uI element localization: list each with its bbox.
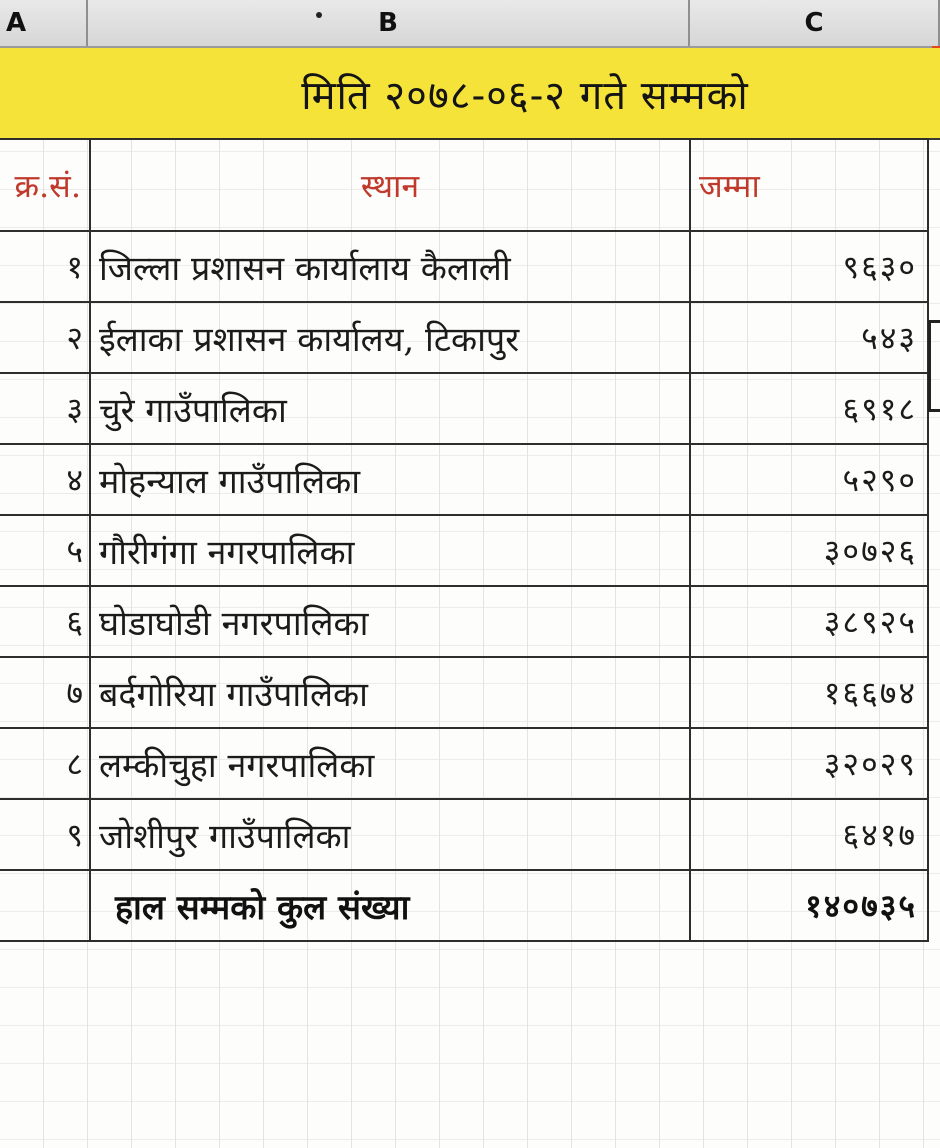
header-place-label: स्थान (360, 166, 420, 205)
column-header-bar (0, 0, 940, 48)
table-row (0, 799, 928, 870)
table-row (0, 515, 928, 586)
place-cell[interactable]: लम्कीचुहा नगरपालिका (90, 728, 690, 799)
total-sn-cell[interactable] (0, 870, 90, 941)
column-header-a[interactable] (0, 0, 88, 46)
table-row (0, 728, 928, 799)
place-cell[interactable]: जोशीपुर गाउँपालिका (90, 799, 690, 870)
header-place-cell[interactable] (90, 139, 690, 231)
page-title: मिति २०७८-०६-२ गते सम्मको (301, 72, 749, 119)
column-header-c[interactable] (690, 0, 940, 46)
sn-cell[interactable]: २ (0, 302, 90, 373)
count-cell[interactable]: ९६३० (690, 231, 928, 302)
place-cell[interactable]: बर्दगोरिया गाउँपालिका (90, 657, 690, 728)
count-cell[interactable]: ३२०२९ (690, 728, 928, 799)
title-band[interactable] (0, 48, 940, 140)
sn-cell[interactable]: ५ (0, 515, 90, 586)
header-sn-cell[interactable] (0, 139, 90, 231)
active-cell-cursor (928, 320, 940, 412)
sn-cell[interactable]: ८ (0, 728, 90, 799)
sn-cell[interactable]: ९ (0, 799, 90, 870)
total-label-cell[interactable]: हाल सम्मको कुल संख्या (90, 870, 690, 941)
count-cell[interactable]: ५४३ (690, 302, 928, 373)
data-table (0, 138, 929, 942)
count-cell[interactable]: ५२९० (690, 444, 928, 515)
header-total-label: जम्मा (699, 166, 760, 205)
sn-cell[interactable]: ३ (0, 373, 90, 444)
sn-cell[interactable]: ६ (0, 586, 90, 657)
table-row (0, 657, 928, 728)
count-cell[interactable]: ६४१७ (690, 799, 928, 870)
count-cell[interactable]: ३०७२६ (690, 515, 928, 586)
column-b-label: B (378, 8, 398, 38)
place-cell[interactable]: जिल्ला प्रशासन कार्यालाय कैलाली (90, 231, 690, 302)
count-cell[interactable]: ३८९२५ (690, 586, 928, 657)
header-total-cell[interactable] (690, 139, 928, 231)
sn-cell[interactable]: १ (0, 231, 90, 302)
place-cell[interactable]: चुरे गाउँपालिका (90, 373, 690, 444)
sn-cell[interactable]: ७ (0, 657, 90, 728)
place-cell[interactable]: घोडाघोडी नगरपालिका (90, 586, 690, 657)
column-header-b[interactable] (88, 0, 690, 46)
column-marker-dot (316, 12, 322, 18)
sn-cell[interactable]: ४ (0, 444, 90, 515)
place-cell[interactable]: मोहन्याल गाउँपालिका (90, 444, 690, 515)
total-value-cell[interactable]: १४०७३५ (690, 870, 928, 941)
place-cell[interactable]: गौरीगंगा नगरपालिका (90, 515, 690, 586)
place-cell[interactable]: ईलाका प्रशासन कार्यालय, टिकापुर (90, 302, 690, 373)
count-cell[interactable]: १६६७४ (690, 657, 928, 728)
table-row (0, 302, 928, 373)
table-row (0, 444, 928, 515)
header-row (0, 139, 928, 231)
table-row (0, 373, 928, 444)
header-sn-label: क्र.सं. (14, 166, 81, 205)
table-row (0, 586, 928, 657)
count-cell[interactable]: ६९१८ (690, 373, 928, 444)
total-row (0, 870, 928, 941)
column-a-label: A (6, 8, 27, 38)
table-row (0, 231, 928, 302)
column-c-label: C (804, 8, 824, 38)
